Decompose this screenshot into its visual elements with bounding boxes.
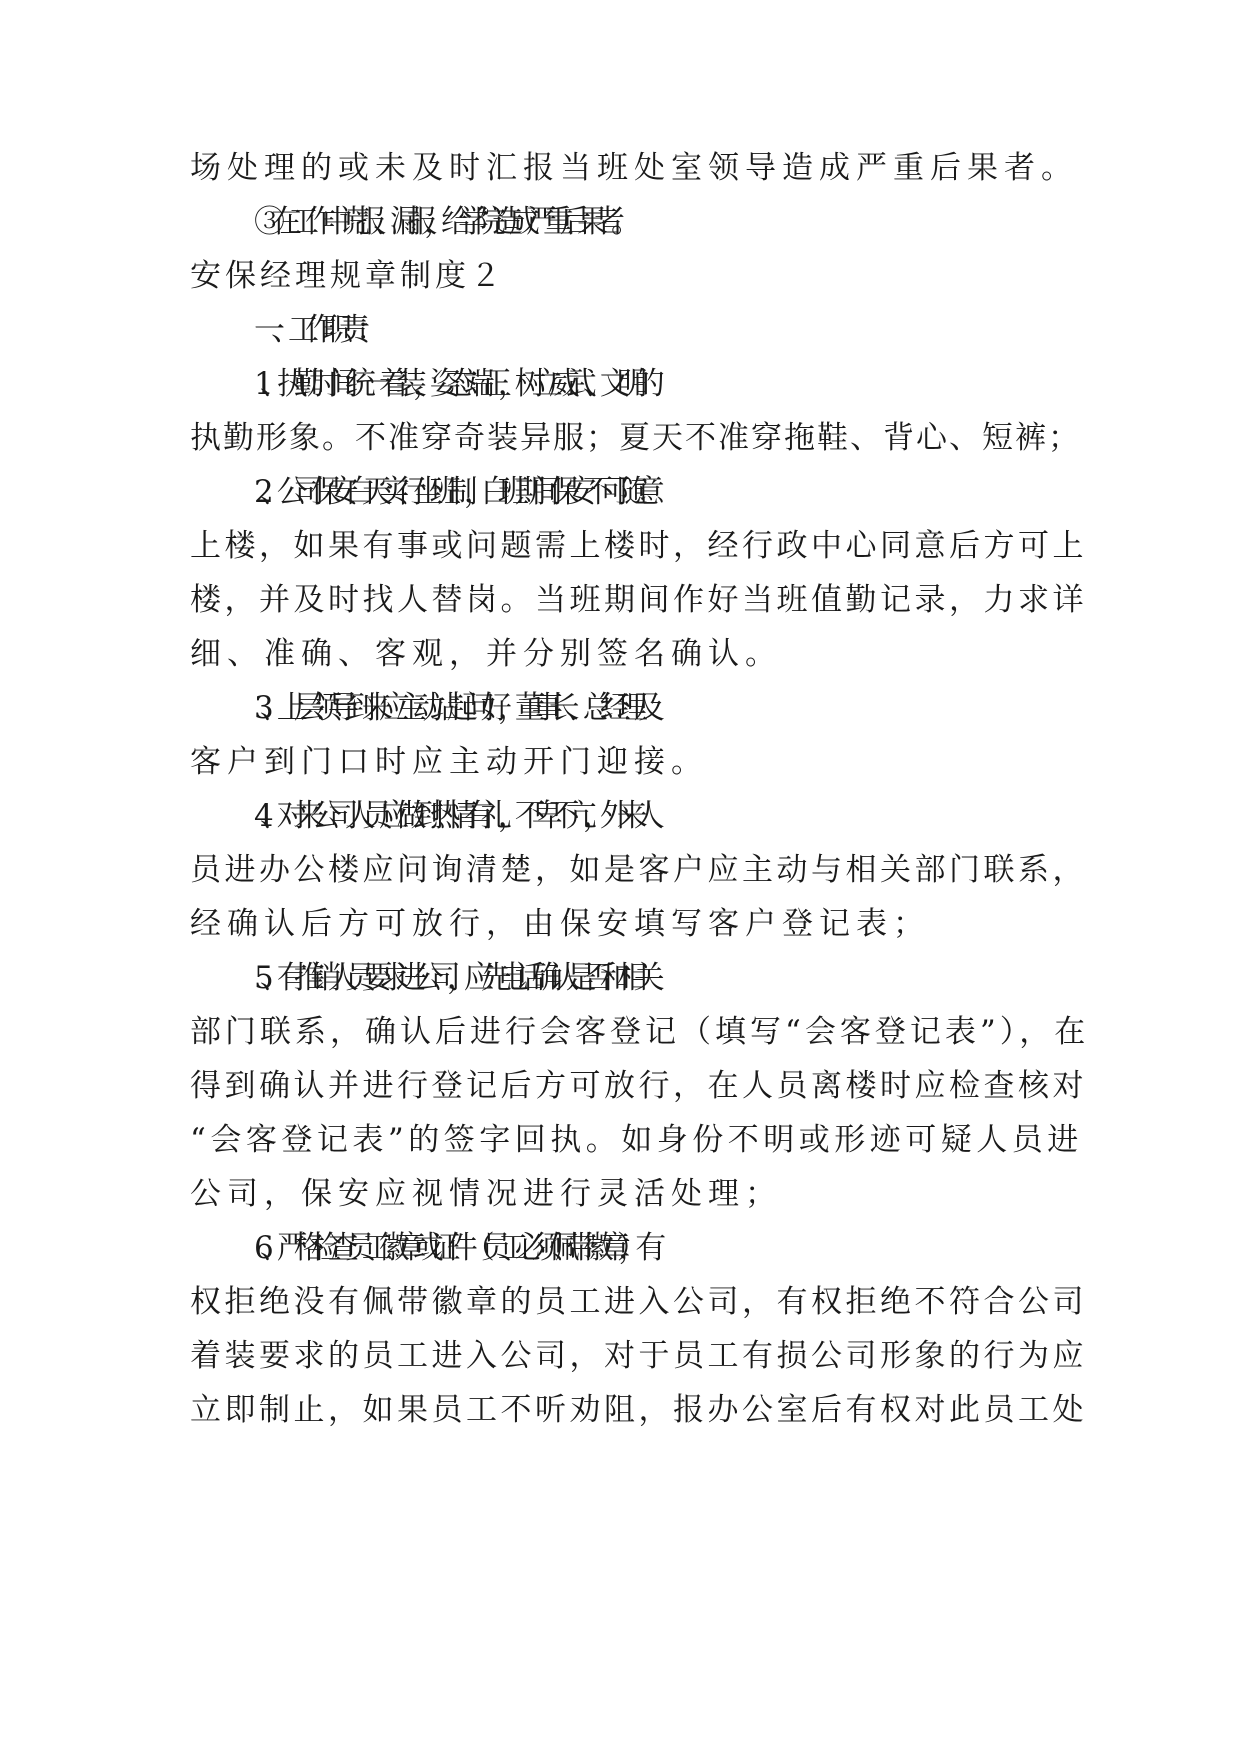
text-line: 客户到门口时应主动开门迎接。: [190, 744, 708, 780]
text-line: 上楼，如果有事或问题需上楼时，经行政中心同意后方可上: [190, 528, 1087, 564]
text-line: 3、上层领导到来应主动站起问好，董事长、总经理及: [254, 690, 651, 726]
section-heading: 安保经理规章制度２: [190, 258, 505, 294]
text-line: 执勤形象。不准穿奇装异服；夏天不准穿拖鞋、背心、短裤；: [190, 420, 1081, 456]
text-line: 6、严格检查员工徽章或证件（员工必须佩带徽章），有: [254, 1230, 653, 1266]
text-line: 5、有推销人员要求进公司，应先电话确认是否和相关: [254, 960, 651, 996]
text-line: 立即制止，如果员工不听劝阻，报办公室后有权对此员工处: [190, 1392, 1087, 1428]
text-line: 楼，并及时找人替岗。当班期间作好当班值勤记录，力求详: [190, 582, 1087, 618]
text-line: 1、执勤时间统一着装，姿态端正，树立威武、文明的: [254, 366, 651, 402]
text-line: 着装要求的员工进入公司，对于员工有损公司形象的行为应: [190, 1338, 1087, 1374]
subsection-heading: 一、工作职责：: [254, 312, 373, 348]
text-line: 经确认后方可放行，由保安填写客户登记表；: [190, 906, 930, 942]
text-line: 细、准确、客观，并分别签名确认。: [190, 636, 782, 672]
text-line: 权拒绝没有佩带徽章的员工进入公司，有权拒绝不符合公司: [190, 1284, 1087, 1320]
text-line: “会客登记表”的签字回执。如身份不明或形迹可疑人员进: [190, 1122, 1083, 1158]
text-line: 得到确认并进行登记后方可放行，在人员离楼时应检查核对: [190, 1068, 1087, 1104]
text-line: 4、对来公司人员应做到热情有礼，不卑不亢，外来人: [254, 798, 651, 834]
text-line: ③在工作中谎报、漏报，给学院造成严重后果者。: [254, 204, 628, 240]
text-line: 场处理的或未及时汇报当班处室领导造成严重后果者。: [190, 150, 1078, 186]
text-line: 2、公司保安白天实行坐班制，白班期间保安不可随意: [254, 474, 651, 510]
text-line: 公司，保安应视情况进行灵活处理；: [190, 1176, 782, 1212]
text-line: 员进办公楼应问询清楚，如是客户应主动与相关部门联系，: [190, 852, 1087, 888]
text-line: 部门联系，确认后进行会客登记（填写“会客登记表”），在: [190, 1014, 1090, 1050]
